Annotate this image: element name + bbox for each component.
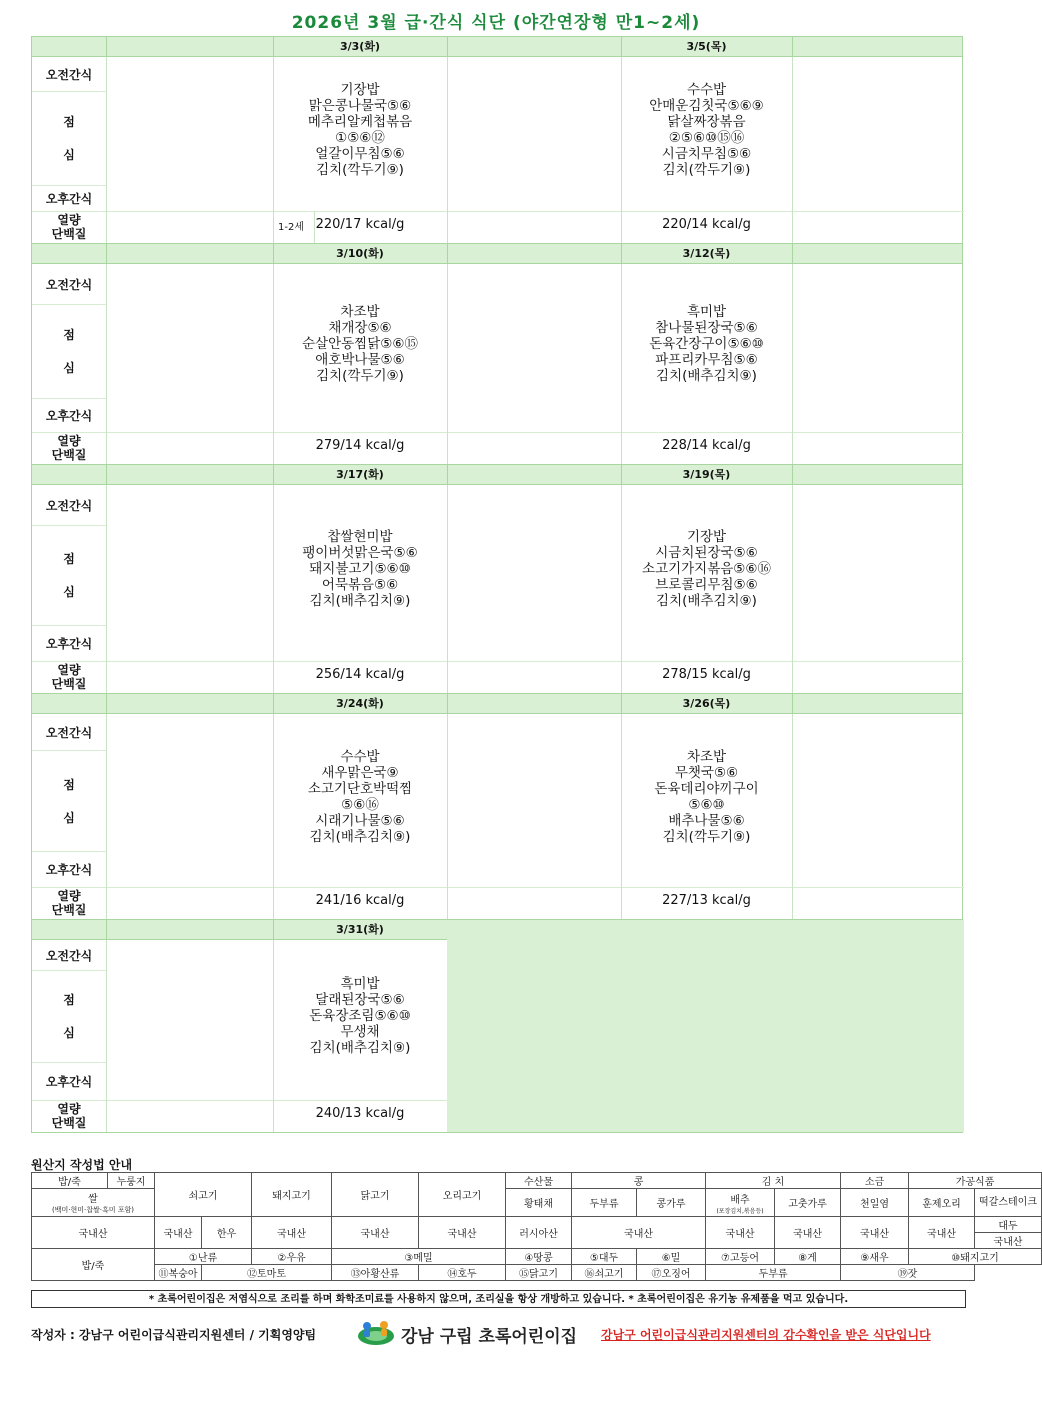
menu-item: 시금치무침⑤⑥ <box>661 146 752 162</box>
label-lunch_1: 점 <box>63 328 75 342</box>
day-kcal: 241/16 kcal/g <box>315 893 405 908</box>
allergen-item: ④땅콩 <box>506 1249 572 1265</box>
allergen-item: 두부류 <box>706 1265 841 1281</box>
row-label <box>32 661 106 693</box>
day-date: 3/17(화) <box>336 468 384 481</box>
menu-item: 어묵볶음⑤⑥ <box>321 577 399 593</box>
origin-smoked-duck: 훈제오리 <box>909 1189 975 1217</box>
allergen-item: ⑧게 <box>775 1249 841 1265</box>
menu-item: 시금치된장국⑤⑥ <box>655 545 758 561</box>
column-divider <box>447 57 448 243</box>
menu-item: 참나물된장국⑤⑥ <box>655 320 758 336</box>
menu-item: 소고기가지볶음⑤⑥⑯ <box>642 561 771 577</box>
label-kcal_2: 단백질 <box>51 448 87 462</box>
age-divider <box>314 211 315 243</box>
menu-item: 얼갈이무침⑤⑥ <box>315 146 405 162</box>
day-kcal: 227/13 kcal/g <box>662 893 751 908</box>
column-divider <box>106 57 107 243</box>
label-kcal_1: 열량 <box>57 213 81 227</box>
kcal-divider <box>106 661 964 662</box>
header-divider <box>106 920 107 939</box>
day-menu <box>621 529 792 609</box>
kcal-divider <box>106 211 964 212</box>
allergen-item: ⑭호두 <box>419 1265 506 1281</box>
column-divider <box>792 57 793 243</box>
menu-item: 김치(배추김치⑨) <box>309 1040 411 1056</box>
label-morning_snack: 오전간식 <box>45 67 93 82</box>
column-divider <box>792 714 793 919</box>
origin-v-duck: 국내산 <box>419 1217 506 1249</box>
column-divider <box>447 264 448 464</box>
allergen-item: ③메밀 <box>332 1249 506 1265</box>
header-divider <box>621 465 622 484</box>
week-block <box>32 243 962 464</box>
empty-fill <box>447 920 964 1132</box>
label-lunch_1: 점 <box>63 115 75 129</box>
menu-item: 김치(배추김치⑨) <box>656 368 757 384</box>
label-afternoon_snack: 오후간식 <box>45 191 93 206</box>
row-divider <box>32 750 106 751</box>
allergen-item: ⑬아황산류 <box>332 1265 419 1281</box>
day-menu <box>273 529 447 609</box>
header-divider <box>621 694 622 713</box>
row-label <box>32 1100 106 1132</box>
origin-v-bean: 국내산 <box>572 1217 706 1249</box>
menu-item: 돼지불고기⑤⑥⑩ <box>309 561 411 577</box>
origin-soy-powder: 콩가루 <box>637 1189 706 1217</box>
allergen-item: ⑪복숭아 <box>155 1265 202 1281</box>
day-menu <box>273 82 447 178</box>
menu-item: 무챗국⑤⑥ <box>674 765 739 781</box>
label-afternoon_snack: 오후간식 <box>45 408 93 423</box>
day-kcal: 228/14 kcal/g <box>662 438 751 453</box>
row-label <box>32 57 106 91</box>
menu-item: 김치(배추김치⑨) <box>309 593 411 609</box>
label-kcal_1: 열량 <box>57 889 81 903</box>
allergen-item: ⑯쇠고기 <box>572 1265 637 1281</box>
row-divider <box>32 661 106 662</box>
header-divider <box>106 244 107 263</box>
header-divider <box>273 694 274 713</box>
menu-item: 기장밥 <box>340 82 380 98</box>
menu-item: ⑤⑥⑯ <box>341 797 379 813</box>
menu-item: 기장밥 <box>686 529 727 545</box>
column-divider <box>447 714 448 919</box>
header-divider <box>792 37 793 56</box>
allergen-item: ①난류 <box>155 1249 252 1265</box>
origin-v-chili: 국내산 <box>775 1217 841 1249</box>
week-body <box>32 264 962 464</box>
menu-item: 흑미밥 <box>340 976 380 992</box>
menu-item: 안매운김칫국⑤⑥⑨ <box>649 98 764 114</box>
origin-h-kimchi: 김 치 <box>706 1173 841 1189</box>
header-divider <box>447 244 448 263</box>
allergen-item: ⑦고등어 <box>706 1249 775 1265</box>
allergen-item: ⑤대두 <box>572 1249 637 1265</box>
label-morning_snack: 오전간식 <box>45 948 93 963</box>
header-divider <box>106 694 107 713</box>
origin-duck: 오리고기 <box>419 1173 506 1217</box>
menu-item: 김치(깍두기⑨) <box>316 368 404 384</box>
label-morning_snack: 오전간식 <box>45 498 93 513</box>
origin-rice <box>32 1189 155 1217</box>
menu-item: 소고기단호박떡찜 <box>307 781 413 797</box>
kcal-divider <box>106 1100 447 1101</box>
label-morning_snack: 오전간식 <box>45 277 93 292</box>
week-block <box>32 693 962 919</box>
row-divider <box>32 851 106 852</box>
menu-item: 달래된장국⑤⑥ <box>315 992 405 1008</box>
menu-item: 무생채 <box>340 1024 380 1040</box>
origin-title: 원산지 작성법 안내 <box>31 1158 133 1172</box>
origin-pollack: 황태채 <box>506 1189 572 1217</box>
label-kcal_2: 단백질 <box>51 903 87 917</box>
label-afternoon_snack: 오후간식 <box>45 1074 93 1089</box>
header-divider <box>447 37 448 56</box>
row-divider <box>32 525 106 526</box>
menu-item: ⑤⑥⑩ <box>688 797 725 813</box>
origin-rice-name: 쌀 <box>88 1194 98 1205</box>
menu-grid <box>31 36 963 1133</box>
label-kcal_2: 단백질 <box>51 1116 87 1130</box>
day-date: 3/12(목) <box>682 247 731 260</box>
row-label <box>32 940 106 970</box>
menu-item: 닭살짜장볶음 <box>667 114 746 130</box>
menu-item: 브로콜리무침⑤⑥ <box>655 577 758 593</box>
row-label <box>32 432 106 464</box>
week-header <box>32 244 962 264</box>
row-divider <box>32 1100 106 1101</box>
label-lunch_1: 점 <box>63 993 75 1007</box>
row-label <box>32 1062 106 1100</box>
footer <box>31 1318 966 1348</box>
label-lunch_2: 심 <box>63 585 75 599</box>
week-body <box>32 714 962 919</box>
day-menu <box>621 749 792 845</box>
label-kcal_1: 열량 <box>57 1102 81 1116</box>
header-divider <box>106 465 107 484</box>
menu-item: 김치(배추김치⑨) <box>309 829 411 845</box>
column-divider <box>106 264 107 464</box>
header-divider <box>273 920 274 939</box>
row-divider <box>32 211 106 212</box>
label-lunch_2: 심 <box>63 810 75 825</box>
label-kcal_2: 단백질 <box>51 677 87 691</box>
center-name: 강남 구립 초록어린이집 <box>401 1327 578 1347</box>
header-divider <box>792 694 793 713</box>
origin-h-nurung: 누룽지 <box>108 1173 155 1189</box>
row-label <box>32 714 106 750</box>
menu-item: ②⑤⑥⑩⑮⑯ <box>668 130 745 146</box>
day-kcal: 220/14 kcal/g <box>662 217 751 232</box>
allergen-item: ⑩돼지고기 <box>909 1249 1042 1265</box>
row-label <box>32 304 106 398</box>
origin-cabbage-name: 배추 <box>730 1194 750 1206</box>
day-date: 3/31(화) <box>336 923 384 936</box>
menu-item: 시래기나물⑤⑥ <box>315 813 405 829</box>
column-divider <box>792 485 793 693</box>
row-label <box>32 970 106 1062</box>
menu-item: 배추나물⑤⑥ <box>668 813 745 829</box>
origin-steak: 떡갈스테이크 <box>975 1189 1042 1217</box>
row-divider <box>32 887 106 888</box>
origin-cabbage <box>706 1189 775 1217</box>
header-divider <box>273 465 274 484</box>
allergen-item: ⑮닭고기 <box>506 1265 572 1281</box>
week-body <box>32 485 962 693</box>
row-label <box>32 91 106 185</box>
row-label <box>32 185 106 211</box>
row-label <box>32 264 106 304</box>
center-logo-icon <box>357 1318 395 1346</box>
kcal-divider <box>106 887 964 888</box>
menu-item: 수수밥 <box>686 82 727 98</box>
origin-v-salt: 국내산 <box>841 1217 909 1249</box>
row-divider <box>32 625 106 626</box>
menu-item: 돈육장조림⑤⑥⑩ <box>309 1008 411 1024</box>
column-divider <box>447 485 448 693</box>
day-kcal: 256/14 kcal/g <box>315 667 405 682</box>
menu-item: 찹쌀현미밥 <box>327 529 393 545</box>
day-date: 3/3(화) <box>339 40 380 53</box>
row-label <box>32 887 106 919</box>
day-date: 3/10(화) <box>336 247 384 260</box>
allergen-item: ②우유 <box>252 1249 332 1265</box>
menu-item: 맑은콩나물국⑤⑥ <box>308 98 412 114</box>
row-divider <box>32 185 106 186</box>
week-block <box>32 464 962 693</box>
label-lunch_2: 심 <box>63 361 75 375</box>
menu-item: 돈육데리야끼구이 <box>654 781 759 797</box>
menu-item: 채개장⑤⑥ <box>328 320 392 336</box>
origin-chicken: 닭고기 <box>332 1173 419 1217</box>
origin-v-rice: 국내산 <box>32 1217 155 1249</box>
page-title: 2026년 3월 급·간식 식단 (야간연장형 만1~2세) <box>291 13 701 33</box>
day-menu <box>273 304 447 384</box>
menu-item: ①⑤⑥⑫ <box>335 130 385 146</box>
row-divider <box>32 1062 106 1063</box>
row-label <box>32 525 106 625</box>
day-kcal: 220/17 kcal/g <box>315 217 405 232</box>
label-kcal_1: 열량 <box>57 434 81 448</box>
allergen-item: ⑨새우 <box>841 1249 909 1265</box>
row-divider <box>32 398 106 399</box>
menu-item: 파프리카무침⑤⑥ <box>655 352 758 368</box>
week-header <box>32 694 962 714</box>
allergy-label: 밥/죽 <box>32 1249 155 1281</box>
header-divider <box>273 244 274 263</box>
verification-note: 강남구 어린이급식관리지원센터의 감수확인을 받은 식단입니다 <box>601 1328 931 1342</box>
menu-item: 차조밥 <box>340 304 380 320</box>
menu-item: 돈육간장구이⑤⑥⑩ <box>649 336 764 352</box>
column-divider <box>106 485 107 693</box>
origin-sea-salt: 천일염 <box>841 1189 909 1217</box>
author: 작성자 : 강남구 어린이급식관리지원센터 / 기획영양팀 <box>31 1328 317 1342</box>
day-menu <box>621 82 792 178</box>
origin-v-hanwoo: 한우 <box>202 1217 252 1249</box>
row-label <box>32 851 106 887</box>
week-block <box>32 919 962 1132</box>
origin-cabbage-sub: (포장김치,볶음등) <box>716 1207 764 1215</box>
row-label <box>32 750 106 851</box>
origin-v-chicken: 국내산 <box>332 1217 419 1249</box>
label-lunch_1: 점 <box>63 552 75 566</box>
row-label <box>32 625 106 661</box>
column-divider <box>792 264 793 464</box>
origin-beef: 쇠고기 <box>155 1173 252 1217</box>
week-header <box>32 37 962 57</box>
label-lunch_2: 심 <box>63 1026 75 1040</box>
allergen-item: ⑲잣 <box>841 1265 975 1281</box>
menu-item: 김치(깍두기⑨) <box>662 829 751 845</box>
week-body <box>32 940 962 1132</box>
day-date: 3/24(화) <box>336 697 384 710</box>
menu-item: 차조밥 <box>686 749 727 765</box>
label-morning_snack: 오전간식 <box>45 725 93 740</box>
origin-v-smoked: 국내산 <box>909 1217 975 1249</box>
menu-item: 순살안동찜닭⑤⑥⑮ <box>302 336 418 352</box>
header-divider <box>621 37 622 56</box>
menu-item: 메추리알케첩볶음 <box>307 114 413 130</box>
day-menu <box>621 304 792 384</box>
origin-h-fish: 수산물 <box>506 1173 572 1189</box>
origin-h-salt: 소금 <box>841 1173 909 1189</box>
row-divider <box>32 304 106 305</box>
day-kcal: 240/13 kcal/g <box>315 1106 405 1121</box>
allergen-item: ⑰오징어 <box>637 1265 706 1281</box>
week-body <box>32 57 962 243</box>
row-label <box>32 211 106 243</box>
origin-h-processed: 가공식품 <box>909 1173 1042 1189</box>
origin-tofu: 두부류 <box>572 1189 637 1217</box>
header-divider <box>447 694 448 713</box>
header-divider <box>621 244 622 263</box>
header-divider <box>792 465 793 484</box>
header-divider <box>792 244 793 263</box>
origin-v-soy: 국내산 <box>975 1233 1042 1249</box>
menu-item: 김치(배추김치⑨) <box>656 593 757 609</box>
menu-item: 흑미밥 <box>686 304 727 320</box>
origin-chili: 고춧가루 <box>775 1189 841 1217</box>
row-divider <box>32 91 106 92</box>
origin-h-bean: 콩 <box>572 1173 706 1189</box>
menu-item: 김치(깍두기⑨) <box>316 162 404 178</box>
allergen-item: ⑫토마토 <box>202 1265 332 1281</box>
day-menu <box>273 749 447 845</box>
header-divider <box>447 465 448 484</box>
header-divider <box>106 37 107 56</box>
row-divider <box>32 970 106 971</box>
label-afternoon_snack: 오후간식 <box>45 636 93 651</box>
label-kcal_2: 단백질 <box>51 227 87 241</box>
week-block <box>32 37 962 243</box>
origin-v-soy-label: 대두 <box>975 1217 1042 1233</box>
day-kcal: 278/15 kcal/g <box>662 667 751 682</box>
label-afternoon_snack: 오후간식 <box>45 862 93 877</box>
menu-item: 애호박나물⑤⑥ <box>315 352 405 368</box>
allergen-item: ⑥밀 <box>637 1249 706 1265</box>
header-divider <box>273 37 274 56</box>
row-divider <box>32 432 106 433</box>
day-date: 3/26(목) <box>682 697 731 710</box>
origin-v-cabbage: 국내산 <box>706 1217 775 1249</box>
day-menu <box>273 976 447 1056</box>
column-divider <box>106 940 107 1132</box>
label-lunch_1: 점 <box>63 777 75 792</box>
origin-table <box>31 1172 1042 1281</box>
column-divider <box>106 714 107 919</box>
origin-pork: 돼지고기 <box>252 1173 332 1217</box>
label-kcal_1: 열량 <box>57 663 81 677</box>
row-label <box>32 398 106 432</box>
day-date: 3/19(목) <box>682 468 731 481</box>
notice: * 초록어린이집은 저염식으로 조리를 하며 화학조미료를 사용하지 않으며, 조리실을 항상 개방하고 있습니다. * 초록어린이집은 유기농 유제품을 먹고 있습니다. <box>31 1290 966 1308</box>
origin-rice-sub: (백미·현미·찹쌀·흑미 포함) <box>52 1206 134 1214</box>
menu-item: 새우맑은국⑨ <box>321 765 399 781</box>
menu-item: 수수밥 <box>340 749 380 765</box>
origin-v-pork: 국내산 <box>252 1217 332 1249</box>
week-header <box>32 465 962 485</box>
origin-h-rice: 밥/죽 <box>32 1173 108 1189</box>
origin-v-beef: 국내산 <box>155 1217 202 1249</box>
menu-item: 팽이버섯맑은국⑤⑥ <box>302 545 418 561</box>
origin-v-pollack: 러시아산 <box>506 1217 572 1249</box>
day-date: 3/5(목) <box>686 40 727 53</box>
day-kcal: 279/14 kcal/g <box>315 438 405 453</box>
row-label <box>32 485 106 525</box>
label-lunch_2: 심 <box>63 148 75 162</box>
kcal-divider <box>106 432 964 433</box>
menu-item: 김치(깍두기⑨) <box>662 162 751 178</box>
age-group: 1-2세 <box>278 222 304 233</box>
